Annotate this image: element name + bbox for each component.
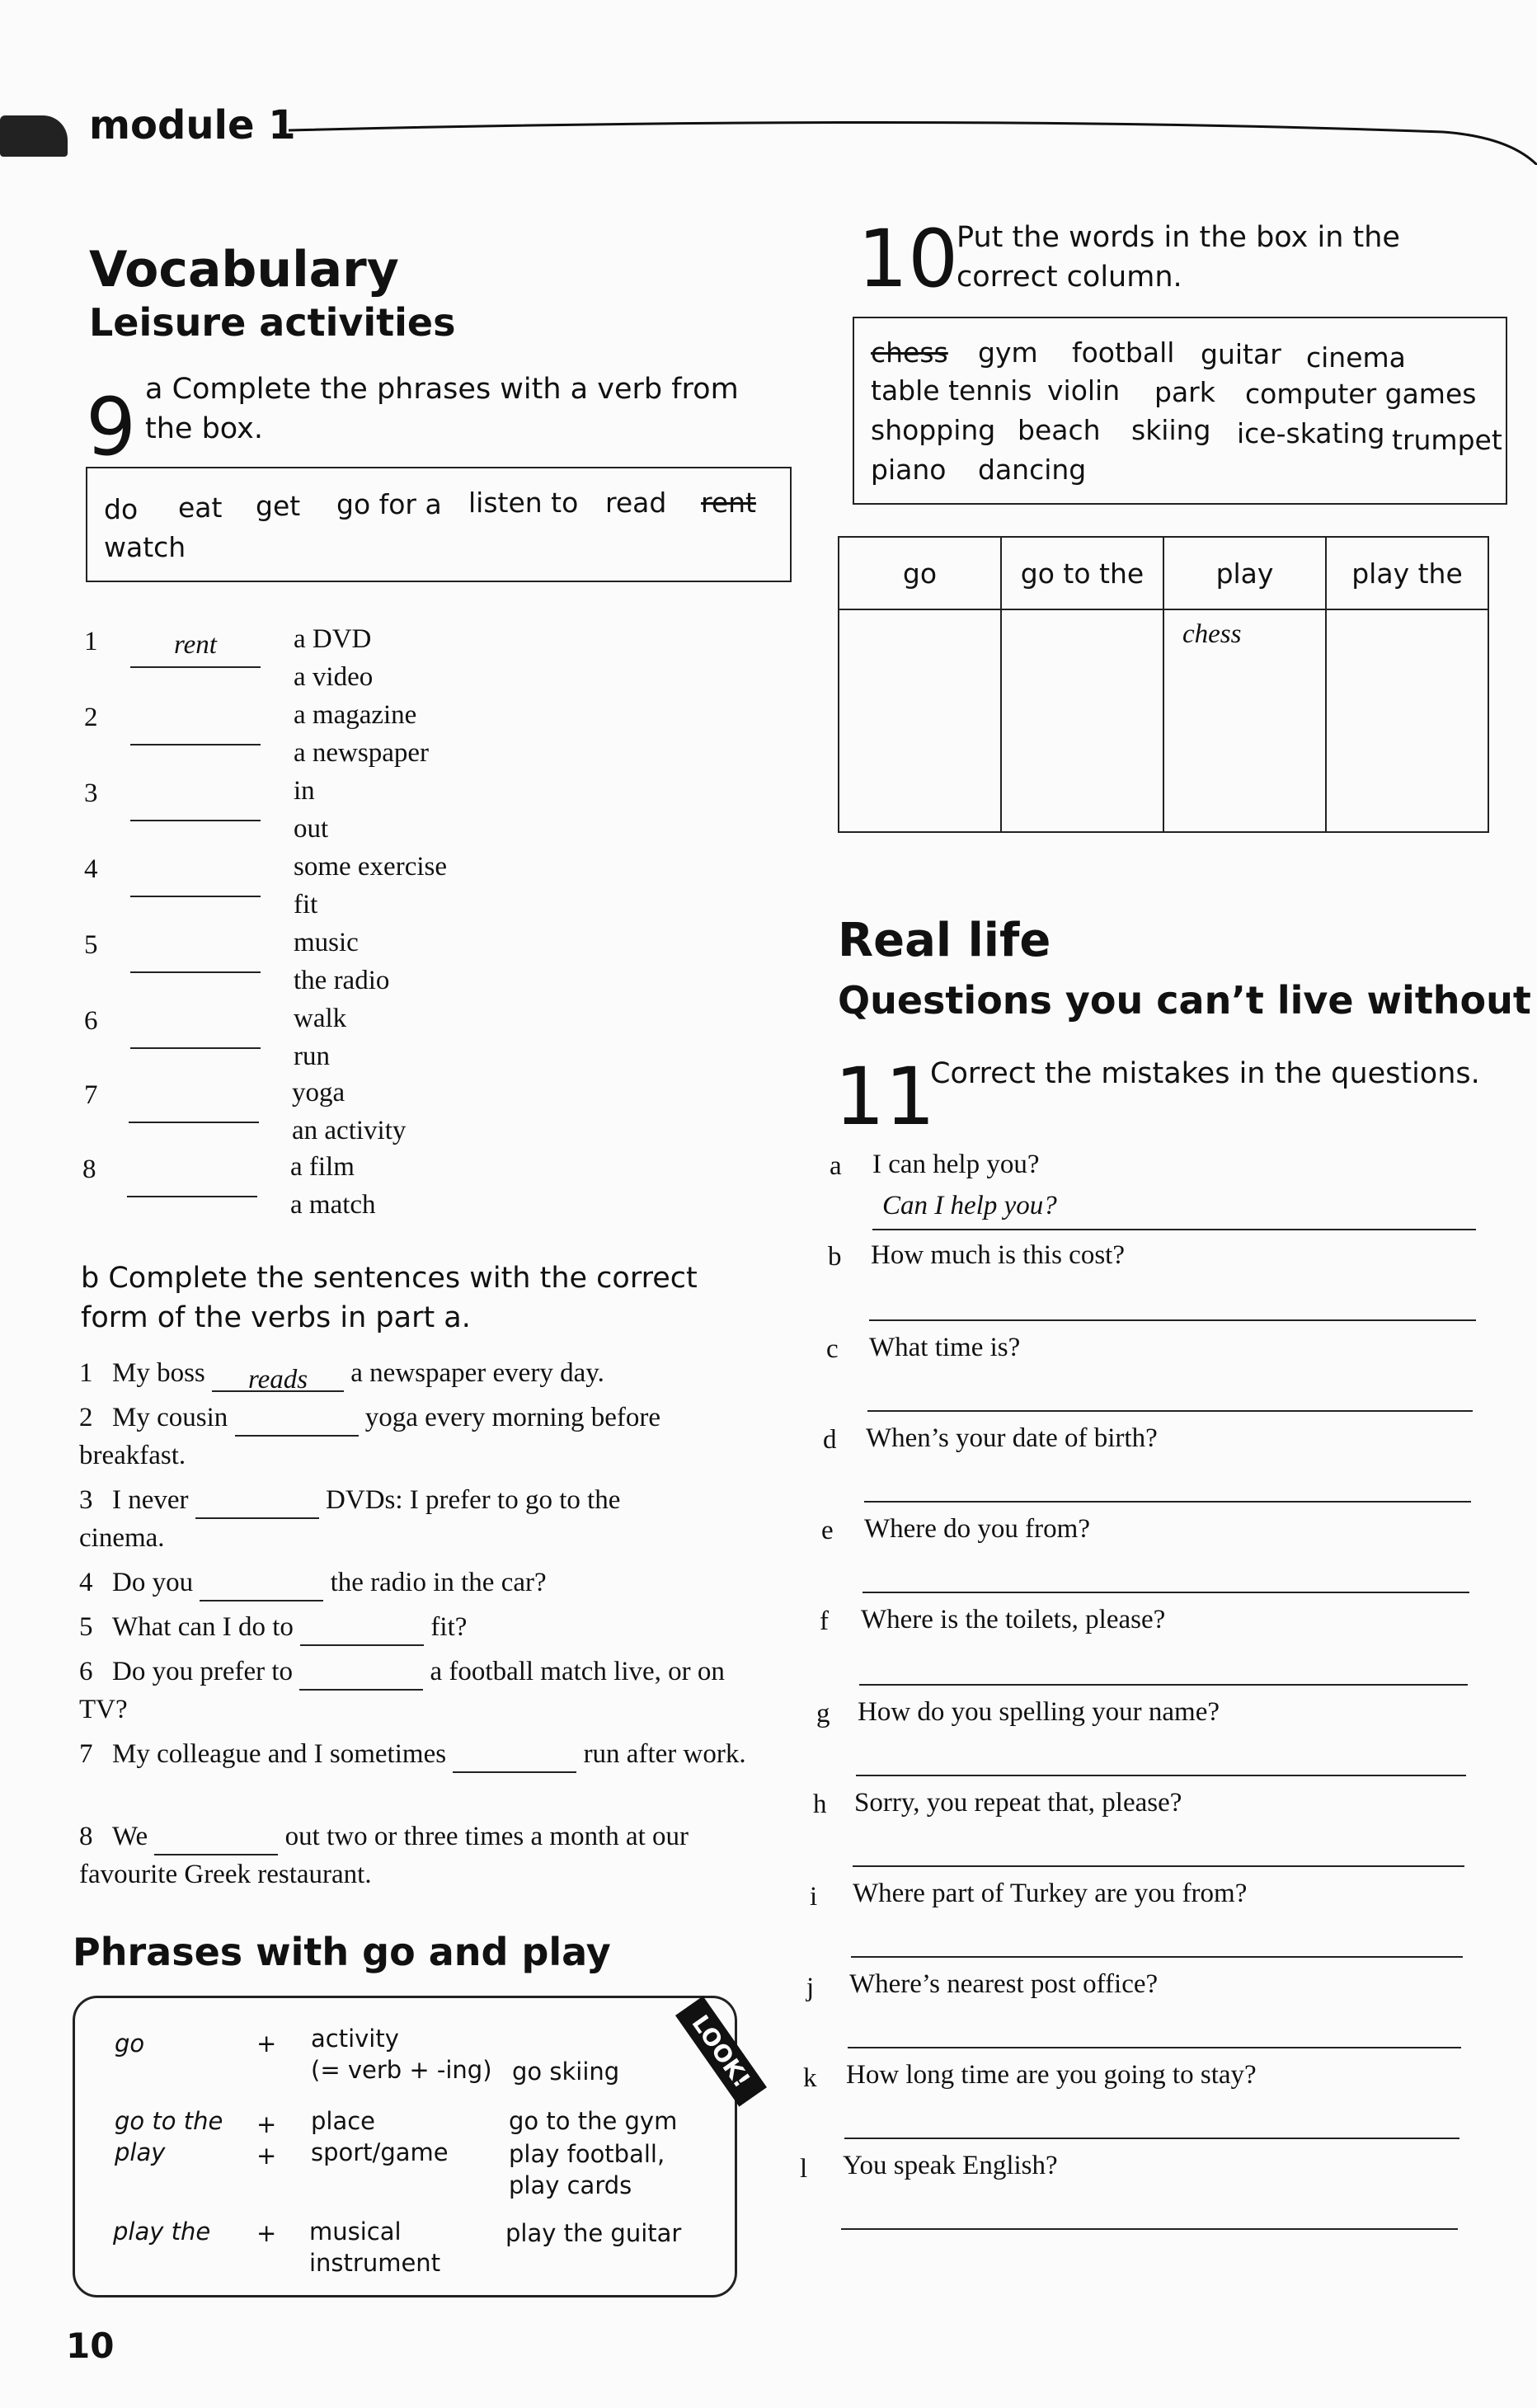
phrase: the radio (294, 966, 390, 995)
answer-line[interactable] (841, 2227, 1458, 2230)
box-word: watch (104, 531, 186, 563)
sentence-1 (79, 1354, 764, 1392)
column-cell-go-to-the[interactable] (1001, 609, 1163, 832)
look-example: go to the gym (509, 2107, 678, 2135)
sentence-text: yoga every morning before breakfast. (79, 1403, 661, 1470)
box-word-crossed: chess (871, 336, 948, 369)
item-number: 5 (84, 930, 98, 960)
question-text: Sorry, you repeat that, please? (854, 1788, 1182, 1818)
sentence-text: a football match live, or on TV? (79, 1657, 725, 1724)
exercise-9-number: 9 (86, 381, 137, 473)
header-rule (289, 115, 1537, 165)
box-word: skiing (1131, 414, 1211, 446)
answer-line[interactable] (859, 1682, 1468, 1686)
look-plus: + (256, 2110, 277, 2138)
sentence-blank[interactable] (200, 1570, 323, 1601)
column-cell-play[interactable] (1163, 609, 1326, 832)
exercise-10-instruction: Put the words in the box in the correct column. (957, 221, 1400, 294)
question-text: When’s your date of birth? (866, 1423, 1158, 1453)
box-word: gym (978, 336, 1038, 369)
sentence-8 (79, 1818, 764, 1893)
sentence-text: fit? (430, 1612, 468, 1642)
sentence-text: run after work. (583, 1739, 746, 1769)
sentence-text: I never (112, 1485, 189, 1515)
look-what: musical (309, 2218, 402, 2246)
phrase: a DVD (294, 624, 372, 654)
phrase: an activity (292, 1116, 407, 1145)
sentence-blank[interactable] (300, 1615, 424, 1646)
question-label: d (823, 1425, 837, 1455)
sentence-blank[interactable] (235, 1405, 359, 1437)
look-verb: go (115, 2029, 145, 2058)
exercise-11-instruction: Correct the mistakes in the questions. (930, 1057, 1480, 1090)
answer-line[interactable] (863, 1590, 1469, 1593)
box-word: piano (871, 454, 947, 486)
sentence-4 (79, 1564, 764, 1601)
box-word: table tennis (871, 374, 1032, 407)
sentence-text: the radio in the car? (330, 1568, 547, 1597)
sentence-text: We (112, 1822, 148, 1851)
answer-line[interactable] (872, 1227, 1476, 1230)
answer-line[interactable] (844, 2136, 1459, 2139)
sentence-number: 5 (79, 1612, 93, 1642)
item-number: 6 (84, 1006, 98, 1036)
question-text: How do you spelling your name? (858, 1697, 1220, 1727)
look-what-2: instrument (309, 2249, 441, 2277)
box-word: ice-skating (1237, 417, 1385, 449)
exercise-11-number: 11 (834, 1051, 936, 1143)
sentence-text: What can I do to (112, 1612, 294, 1642)
sentence-blank[interactable] (299, 1659, 423, 1691)
column-header-play-the: play the (1326, 537, 1488, 609)
question-label: k (803, 2063, 817, 2093)
sentence-number: 3 (79, 1485, 93, 1515)
question-text: I can help you? (872, 1150, 1040, 1179)
sentence-number: 1 (79, 1358, 93, 1388)
phrase: a magazine (294, 700, 417, 730)
question-label: f (820, 1606, 829, 1636)
answer-blank[interactable] (127, 1159, 257, 1197)
sentence-number: 6 (79, 1657, 93, 1686)
box-word: listen to (468, 487, 579, 519)
phrase: fit (294, 890, 318, 919)
look-example-2: play cards (509, 2171, 632, 2199)
sentence-number: 8 (79, 1822, 93, 1851)
question-text: Where’s nearest post office? (849, 1969, 1159, 1999)
question-answer: Can I help you? (882, 1191, 1057, 1220)
box-word: dancing (978, 454, 1087, 486)
sentence-text: a newspaper every day. (350, 1358, 604, 1388)
box-word: do (104, 493, 139, 525)
box-word: get (256, 490, 301, 522)
box-word: read (605, 487, 667, 519)
sentence-text: out two or three times a month at our favourite Greek restaurant. (79, 1822, 689, 1889)
answer-line[interactable] (869, 1318, 1476, 1321)
phrases-heading: Phrases with go and play (73, 1930, 611, 1974)
question-label: l (800, 2154, 808, 2184)
phrase: walk (294, 1004, 347, 1033)
sentence-blank[interactable]: reads (212, 1361, 344, 1392)
look-example: go skiing (512, 2058, 620, 2086)
column-header-go-to-the: go to the (1001, 537, 1163, 609)
sentence-number: 2 (79, 1403, 93, 1432)
question-text: What time is? (869, 1333, 1021, 1362)
exercise-9a-instruction: a Complete the phrases with a verb from the box. (145, 373, 739, 445)
question-text: Where part of Turkey are you from? (853, 1879, 1248, 1908)
look-box (73, 1996, 756, 2297)
exercise-9-word-box (86, 467, 792, 582)
sentence-text: My cousin (112, 1403, 228, 1432)
sentence-number: 7 (79, 1739, 93, 1769)
column-header-play: play (1163, 537, 1326, 609)
look-verb: play (115, 2138, 166, 2166)
box-word: go for a (336, 488, 442, 520)
look-label: LOOK! (675, 1996, 767, 2106)
question-label: b (828, 1242, 842, 1272)
question-label: g (816, 1699, 830, 1728)
exercise-10-number: 10 (858, 213, 959, 305)
look-example: play football, (509, 2140, 665, 2168)
phrase: some exercise (294, 852, 447, 882)
question-label: a (830, 1151, 842, 1181)
real-life-subheading: Questions you can’t live without (838, 978, 1531, 1023)
column-cell-go[interactable] (839, 609, 1001, 832)
answer-blank[interactable] (129, 1085, 259, 1123)
box-word: trumpet (1392, 424, 1502, 456)
answer-blank[interactable]: rent (130, 630, 261, 668)
phrase: a newspaper (294, 738, 430, 768)
look-what-2: (= verb + -ing) (311, 2056, 492, 2084)
real-life-heading: Real life (838, 914, 1051, 967)
sentence-text: Do you (112, 1568, 194, 1597)
box-word: eat (178, 491, 223, 524)
phrase: out (294, 814, 329, 844)
sentence-2 (79, 1399, 739, 1474)
box-word: violin (1047, 374, 1121, 407)
answer-line[interactable] (864, 1499, 1471, 1503)
answer-blank[interactable] (130, 783, 261, 821)
filled-word: chess (1182, 619, 1242, 649)
module-title: module 1 (89, 102, 296, 148)
sentence-3 (79, 1481, 689, 1557)
look-plus: + (256, 2142, 277, 2170)
sentence-7 (79, 1735, 755, 1773)
look-what: activity (311, 2025, 399, 2053)
phrase: a video (294, 662, 374, 692)
look-what: place (311, 2107, 376, 2135)
box-word: cinema (1306, 341, 1406, 374)
sentence-number: 4 (79, 1568, 93, 1597)
box-word: football (1072, 336, 1175, 369)
sentence-blank[interactable] (154, 1824, 278, 1855)
sentence-6 (79, 1653, 764, 1728)
sentence-text: Do you prefer to (112, 1657, 294, 1686)
item-number: 2 (84, 703, 98, 732)
look-verb: play the (113, 2218, 211, 2246)
answer-line[interactable] (856, 1773, 1466, 1776)
sentence-text: My boss (112, 1358, 205, 1388)
exercise-10-table (838, 536, 1489, 833)
answer-line[interactable] (853, 1864, 1464, 1867)
question-text: Where do you from? (864, 1514, 1090, 1544)
look-verb: go to the (115, 2107, 223, 2135)
answer-line[interactable] (848, 2045, 1461, 2048)
item-number: 4 (84, 854, 98, 884)
item-number: 7 (84, 1080, 98, 1110)
look-what: sport/game (311, 2138, 449, 2166)
module-icon (0, 115, 68, 157)
answer-blank[interactable] (130, 708, 261, 745)
box-word: park (1154, 376, 1215, 408)
phrase: a film (290, 1152, 355, 1182)
box-word: beach (1018, 414, 1101, 446)
sentence-text: My colleague and I sometimes (112, 1739, 447, 1769)
box-word: guitar (1201, 338, 1281, 370)
answer-blank[interactable] (130, 1011, 261, 1049)
phrase: a match (290, 1190, 376, 1220)
answer-line[interactable] (851, 1954, 1463, 1958)
phrase: run (294, 1042, 330, 1071)
question-label: j (806, 1973, 815, 2002)
look-example: play the guitar (505, 2219, 682, 2247)
sentence-text: DVDs: I prefer to go to the cinema. (79, 1485, 621, 1553)
phrase: music (294, 928, 359, 957)
sentence-blank[interactable] (195, 1488, 319, 1519)
item-number: 8 (82, 1155, 96, 1184)
sentence-5 (79, 1608, 764, 1646)
sentence-blank[interactable] (453, 1742, 576, 1773)
box-word: computer games (1245, 378, 1477, 410)
question-label: c (826, 1334, 839, 1364)
question-text: How much is this cost? (871, 1240, 1125, 1270)
column-header-go: go (839, 537, 1001, 609)
answer-blank[interactable] (130, 935, 261, 973)
answer-blank[interactable] (130, 859, 261, 897)
question-text: How long time are you going to stay? (846, 2060, 1257, 2090)
phrase: yoga (292, 1078, 345, 1108)
look-plus: + (256, 2219, 277, 2247)
item-number: 3 (84, 778, 98, 808)
question-text: You speak English? (843, 2151, 1058, 2180)
exercise-9b-instruction: b Complete the sentences with the correct form of the verbs in part a. (81, 1262, 698, 1334)
question-label: e (821, 1516, 834, 1545)
question-text: Where is the toilets, please? (861, 1605, 1166, 1634)
look-plus: + (256, 2029, 277, 2058)
box-word-crossed: rent (701, 487, 756, 519)
exercise-10-word-box (853, 317, 1507, 505)
item-number: 1 (84, 627, 98, 656)
answer-line[interactable] (867, 1409, 1473, 1412)
phrase: in (294, 776, 315, 806)
page-number: 10 (66, 2326, 115, 2366)
question-label: i (810, 1882, 818, 1912)
column-cell-play-the[interactable] (1326, 609, 1488, 832)
leisure-subheading: Leisure activities (89, 300, 456, 345)
question-label: h (813, 1790, 827, 1819)
box-word: shopping (871, 414, 996, 446)
vocabulary-heading: Vocabulary (89, 241, 399, 299)
